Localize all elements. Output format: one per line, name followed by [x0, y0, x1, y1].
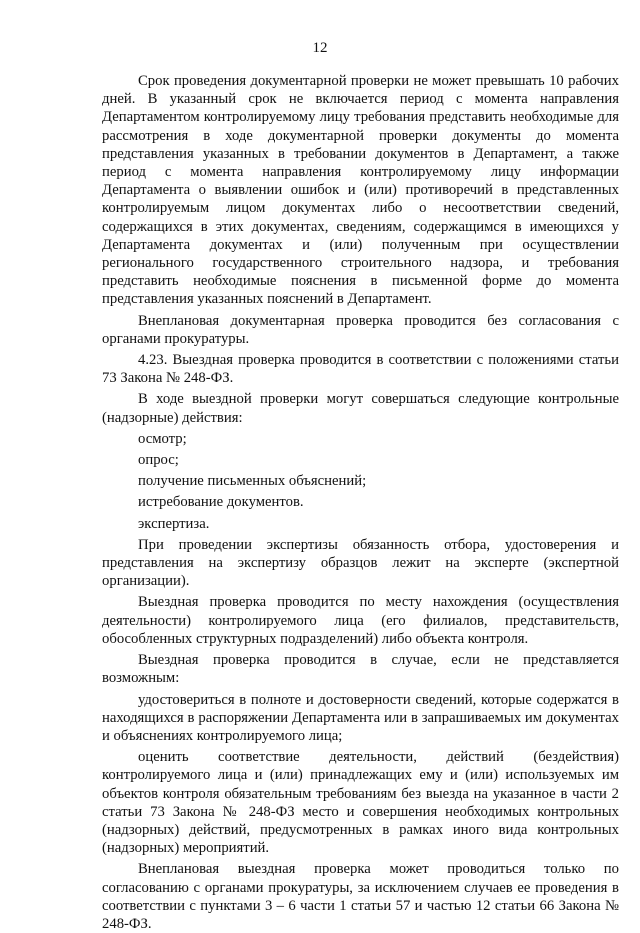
paragraph-6: Выездная проверка проводится по месту нахождения (осуществления деятельности) контролируемого лица (его филиалов, представительств, обособленных структурных подразделений) либо объекта контроля.: [102, 594, 619, 647]
paragraph-4: В ходе выездной проверки могут совершаться следующие контрольные (надзорные) действия:: [102, 391, 619, 426]
paragraph-9: оценить соответствие деятельности, действий (бездействия) контролируемого лица и (или) принадлежащих ему и (или) используемых им объектов контроля обязательным требованиям без выезда на указанное в части 2 статьи 73 Закона № 248-ФЗ место и совершения необходимых контрольных (надзорных) действий, предусмотренных в рамках иного вида контрольных (надзорных) мероприятий.: [102, 749, 619, 857]
list-item-3: получение письменных объяснений;: [138, 473, 367, 490]
list-item-4: истребование документов.: [138, 494, 304, 511]
paragraph-2: Внеплановая документарная проверка проводится без согласования с органами прокуратуры.: [102, 312, 619, 347]
list-item-1: осмотр;: [138, 430, 187, 447]
paragraph-10: Внеплановая выездная проверка может проводиться только по согласованию с органами прокуратуры, за исключением случаев ее проведения в соответствии с пунктами 3 – 6 части 1 статьи 57 и частью 12 статьи 66 Закона № 248-ФЗ.: [102, 861, 619, 932]
paragraph-7: Выездная проверка проводится в случае, если не представляется возможным:: [102, 652, 619, 687]
paragraph-1: Срок проведения документарной проверки не может превышать 10 рабочих дней. В указанный срок не включается период с момента направления Департаментом контролируемому лицу требования представить необходимые для рассмотрения в ходе документарной проверки документы до момента представления указанных в требовании документов в Департамент, а также период с момента направления контролируемому лицу информации Департамента о выявлении ошибок и (или) противоречий в представленных контролируемым лицом документах либо о несоответствии сведений, содержащихся в этих документах, сведениям, содержащимся в имеющихся у Департамента документах и (или) полученным при осуществлении регионального государственного строительного надзора, и требования представить необходимые пояснения в письменной форме до момента представления указанных пояснений в Департамент.: [102, 73, 619, 308]
paragraph-5: При проведении экспертизы обязанность отбора, удостоверения и представления на экспертизу образцов лежит на эксперте (экспертной организации).: [102, 536, 619, 590]
list-item-2: опрос;: [138, 452, 179, 469]
paragraph-3: 4.23. Выездная проверка проводится в соответствии с положениями статьи 73 Закона № 248-ФЗ.: [102, 352, 619, 387]
list-item-5: экспертиза.: [138, 515, 210, 532]
page-number: 12: [312, 40, 328, 56]
document-body: [102, 72, 619, 933]
paragraph-8: удостовериться в полноте и достоверности сведений, которые содержатся в находящихся в распоряжении Департамента или в запрашиваемых им документах и объяснениях контролируемого лица;: [102, 691, 619, 744]
